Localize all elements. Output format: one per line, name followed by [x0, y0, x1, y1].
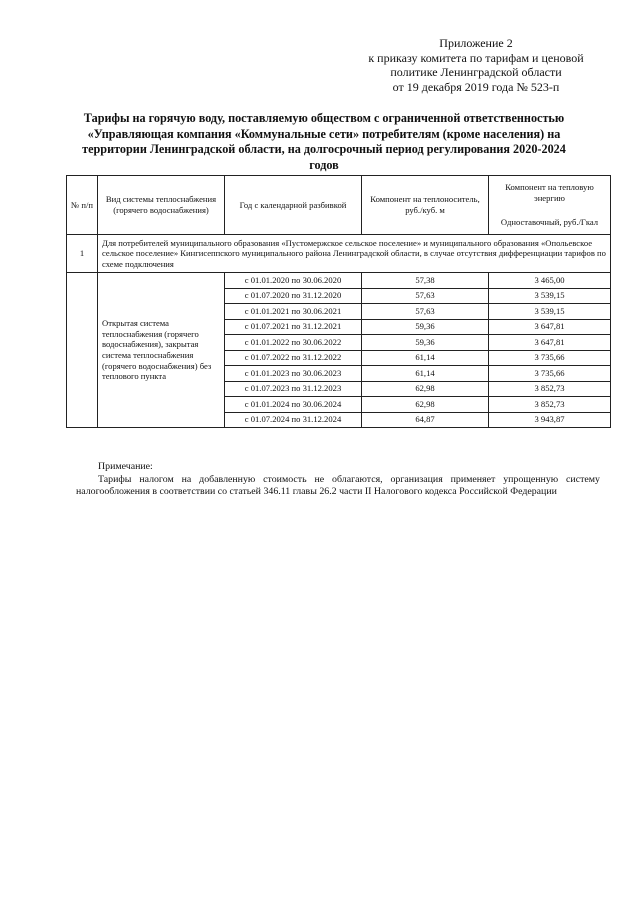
appendix-line-3: политике Ленинградской области — [390, 65, 562, 79]
period-cell: с 01.07.2023 по 31.12.2023 — [225, 381, 362, 397]
carrier-cell: 62,98 — [362, 381, 489, 397]
carrier-cell: 59,36 — [362, 319, 489, 335]
energy-cell: 3 852,73 — [489, 381, 611, 397]
header-carrier: Компонент на теплоноситель, руб./куб. м — [362, 176, 489, 235]
period-cell: с 01.01.2020 по 30.06.2020 — [225, 273, 362, 289]
period-cell: с 01.01.2022 по 30.06.2022 — [225, 335, 362, 351]
group-row — [67, 235, 611, 273]
document-title: Тарифы на горячую воду, поставляемую обществом с ограниченной ответственностью «Управляющая компания «Коммунальные сети» потребителям (кроме населения) на территории Ленинградской области, на долгосрочный период регулирования 2020-2024 годов — [82, 111, 566, 172]
header-period: Год с календарной разбивкой — [225, 176, 362, 235]
header-energy-bottom: Одноставочный, руб./Гкал — [500, 217, 599, 228]
row-number-empty — [67, 273, 98, 428]
appendix-line-1: Приложение 2 — [439, 36, 513, 50]
carrier-cell: 57,63 — [362, 304, 489, 320]
note-text: Тарифы налогом на добавленную стоимость не облагаются, организация применяет упрощенную систему налогообложения в соответствии со статьей 346.11 главы 26.2 части II Налогового кодекса Российской Федерации — [76, 473, 600, 497]
header-num: № п/п — [67, 176, 98, 235]
carrier-cell: 64,87 — [362, 412, 489, 428]
tariffs-table — [66, 175, 611, 428]
energy-cell: 3 735,66 — [489, 350, 611, 366]
system-type: Открытая система теплоснабжения (горячего водоснабжения), закрытая система теплоснабжения (горячего водоснабжения) без теплового пункта — [98, 273, 225, 428]
energy-cell: 3 852,73 — [489, 397, 611, 413]
group-description: Для потребителей муниципального образования «Пустомержское сельское поселение» и муниципального образования «Опольевское сельское поселение» Кингисеппского муниципального района Ленинградской области, в случае отсутствия дифференциации тарифов по схеме подключения — [98, 235, 611, 273]
period-cell: с 01.01.2024 по 30.06.2024 — [225, 397, 362, 413]
group-number: 1 — [67, 235, 98, 273]
note-label: Примечание: — [98, 461, 153, 472]
table-header-row — [67, 176, 611, 235]
carrier-cell: 61,14 — [362, 350, 489, 366]
energy-cell: 3 647,81 — [489, 335, 611, 351]
carrier-cell: 57,63 — [362, 288, 489, 304]
energy-cell: 3 647,81 — [489, 319, 611, 335]
energy-cell: 3 465,00 — [489, 273, 611, 289]
carrier-cell: 62,98 — [362, 397, 489, 413]
energy-cell: 3 539,15 — [489, 304, 611, 320]
appendix-line-2: к приказу комитета по тарифам и ценовой — [368, 50, 584, 65]
note — [76, 461, 600, 499]
appendix-line-4: от 19 декабря 2019 года № 523-п — [392, 79, 560, 94]
period-cell: с 01.07.2022 по 31.12.2022 — [225, 350, 362, 366]
period-cell: с 01.07.2024 по 31.12.2024 — [225, 412, 362, 428]
header-energy — [489, 176, 611, 235]
period-cell: с 01.01.2021 по 30.06.2021 — [225, 304, 362, 320]
energy-cell: 3 539,15 — [489, 288, 611, 304]
appendix-header — [360, 36, 592, 94]
carrier-cell: 57,38 — [362, 273, 489, 289]
period-cell: с 01.07.2021 по 31.12.2021 — [225, 319, 362, 335]
period-cell: с 01.07.2020 по 31.12.2020 — [225, 288, 362, 304]
period-cell: с 01.01.2023 по 30.06.2023 — [225, 366, 362, 382]
carrier-cell: 59,36 — [362, 335, 489, 351]
energy-cell: 3 735,66 — [489, 366, 611, 382]
header-energy-top: Компонент на тепловую энергию — [505, 182, 594, 203]
carrier-cell: 61,14 — [362, 366, 489, 382]
energy-cell: 3 943,87 — [489, 412, 611, 428]
header-system: Вид системы теплоснабжения (горячего водоснабжения) — [98, 176, 225, 235]
table-row — [67, 273, 611, 289]
